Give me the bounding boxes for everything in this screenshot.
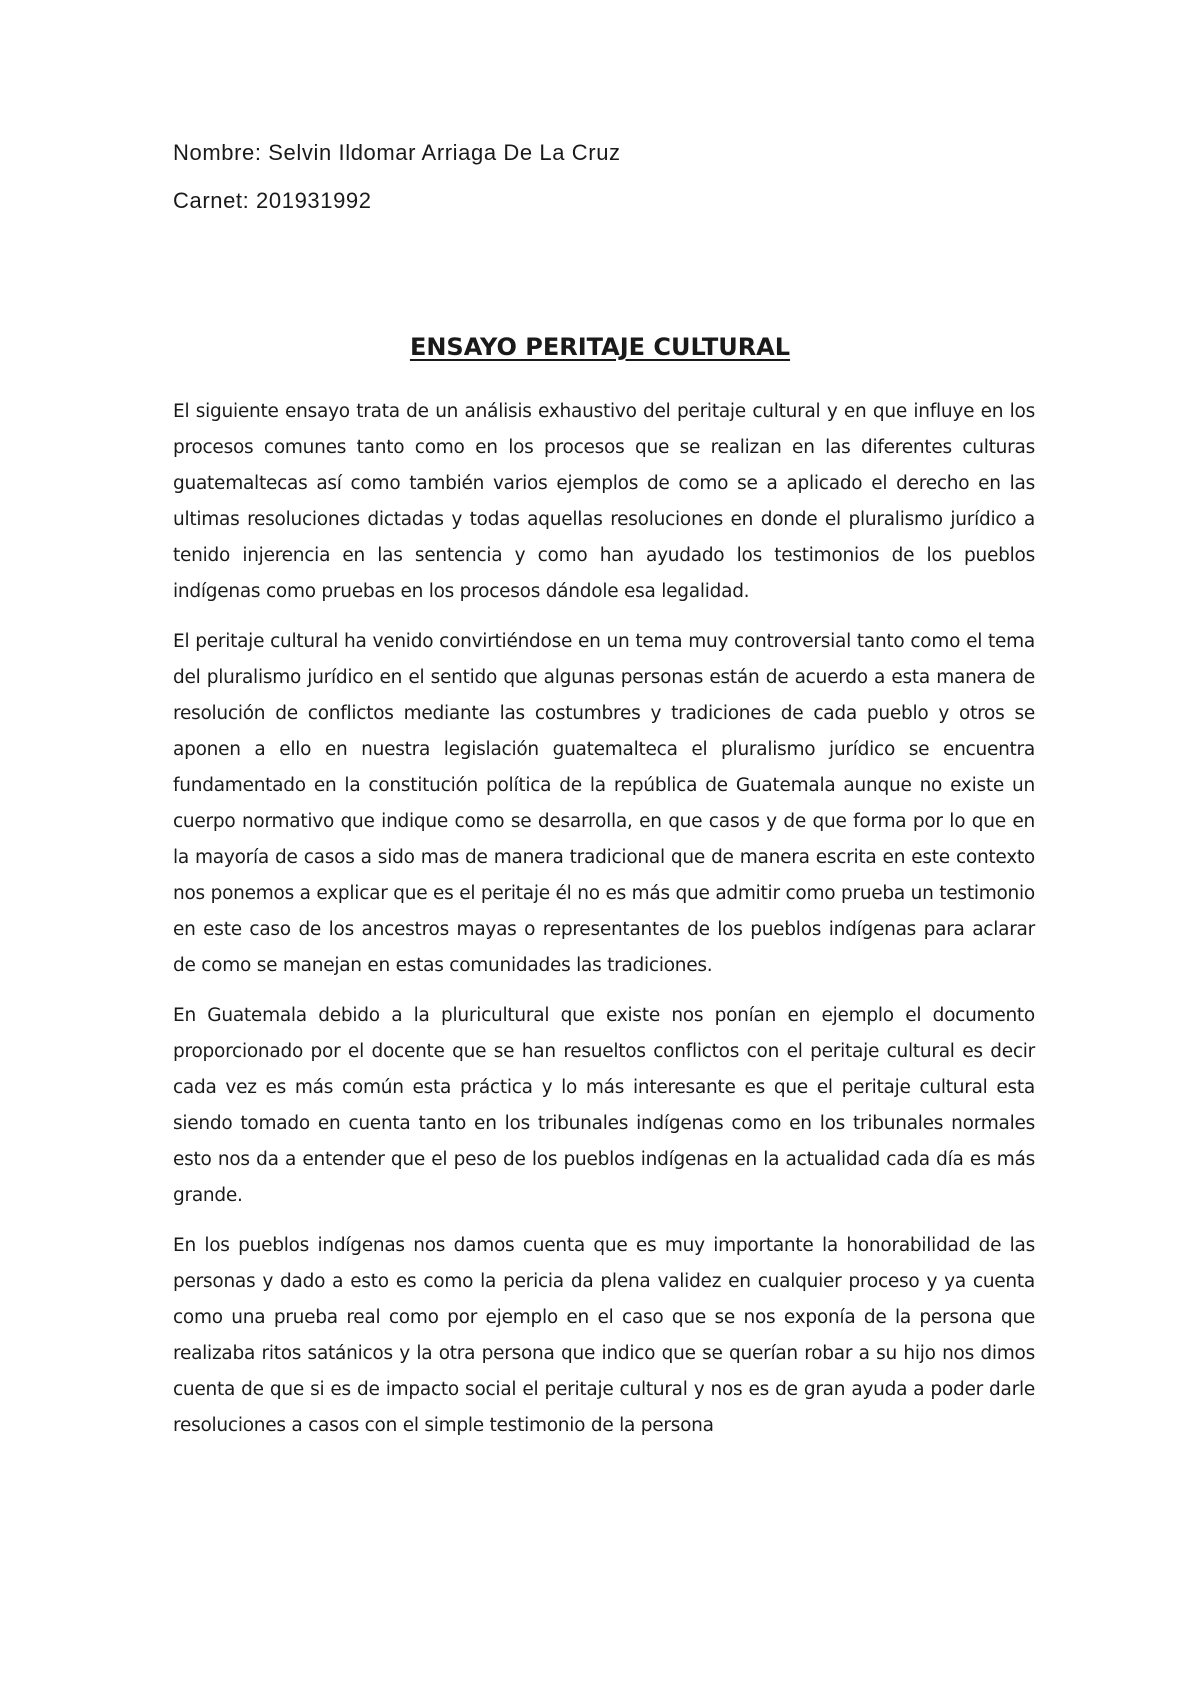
author-header [173, 140, 1033, 236]
paragraph-4: En los pueblos indígenas nos damos cuenta que es muy importante la honorabilidad de las personas y dado a esto es como la pericia da plena validez en cualquier proceso y ya cuenta como una prueba real como por ejemplo en el caso que se nos exponía de la persona que realizaba ritos satánicos y la otra persona que indico que se querían robar a su hijo nos dimos cuenta de que si es de impacto social el peritaje cultural y nos es de gran ayuda a poder darle resoluciones a casos con el simple testimonio de la persona [173, 1235, 1035, 1436]
essay-body [173, 394, 1035, 1458]
essay-title: ENSAYO PERITAJE CULTURAL [409, 333, 791, 361]
paragraph-2: El peritaje cultural ha venido convirtiéndose en un tema muy controversial tanto como el tema del pluralismo jurídico en el sentido que algunas personas están de acuerdo a esta manera de resolución de conflictos mediante las costumbres y tradiciones de cada pueblo y otros se aponen a ello en nuestra legislación guatemalteca el pluralismo jurídico se encuentra fundamentado en la constitución política de la república de Guatemala aunque no existe un cuerpo normativo que indique como se desarrolla, en que casos y de que forma por lo que en la mayoría de casos a sido mas de manera tradicional que de manera escrita en este contexto nos ponemos a explicar que es el peritaje él no es más que admitir como prueba un testimonio en este caso de los ancestros mayas o representantes de los pueblos indígenas para aclarar de como se manejan en estas comunidades las tradiciones. [173, 631, 1035, 976]
student-id-line: Carnet: 201931992 [173, 188, 372, 213]
author-name-line: Nombre: Selvin Ildomar Arriaga De La Cruz [173, 140, 621, 165]
paragraph-3: En Guatemala debido a la pluricultural que existe nos ponían en ejemplo el documento proporcionado por el docente que se han resueltos conflictos con el peritaje cultural es decir cada vez es más común esta práctica y lo más interesante es que el peritaje cultural esta siendo tomado en cuenta tanto en los tribunales indígenas como en los tribunales normales esto nos da a entender que el peso de los pueblos indígenas en la actualidad cada día es más grande. [173, 1005, 1035, 1206]
paragraph-1: El siguiente ensayo trata de un análisis exhaustivo del peritaje cultural y en que influye en los procesos comunes tanto como en los procesos que se realizan en las diferentes culturas guatemaltecas así como también varios ejemplos de como se a aplicado el derecho en las ultimas resoluciones dictadas y todas aquellas resoluciones en donde el pluralismo jurídico a tenido injerencia en las sentencia y como han ayudado los testimonios de los pueblos indígenas como pruebas en los procesos dándole esa legalidad. [173, 401, 1035, 602]
